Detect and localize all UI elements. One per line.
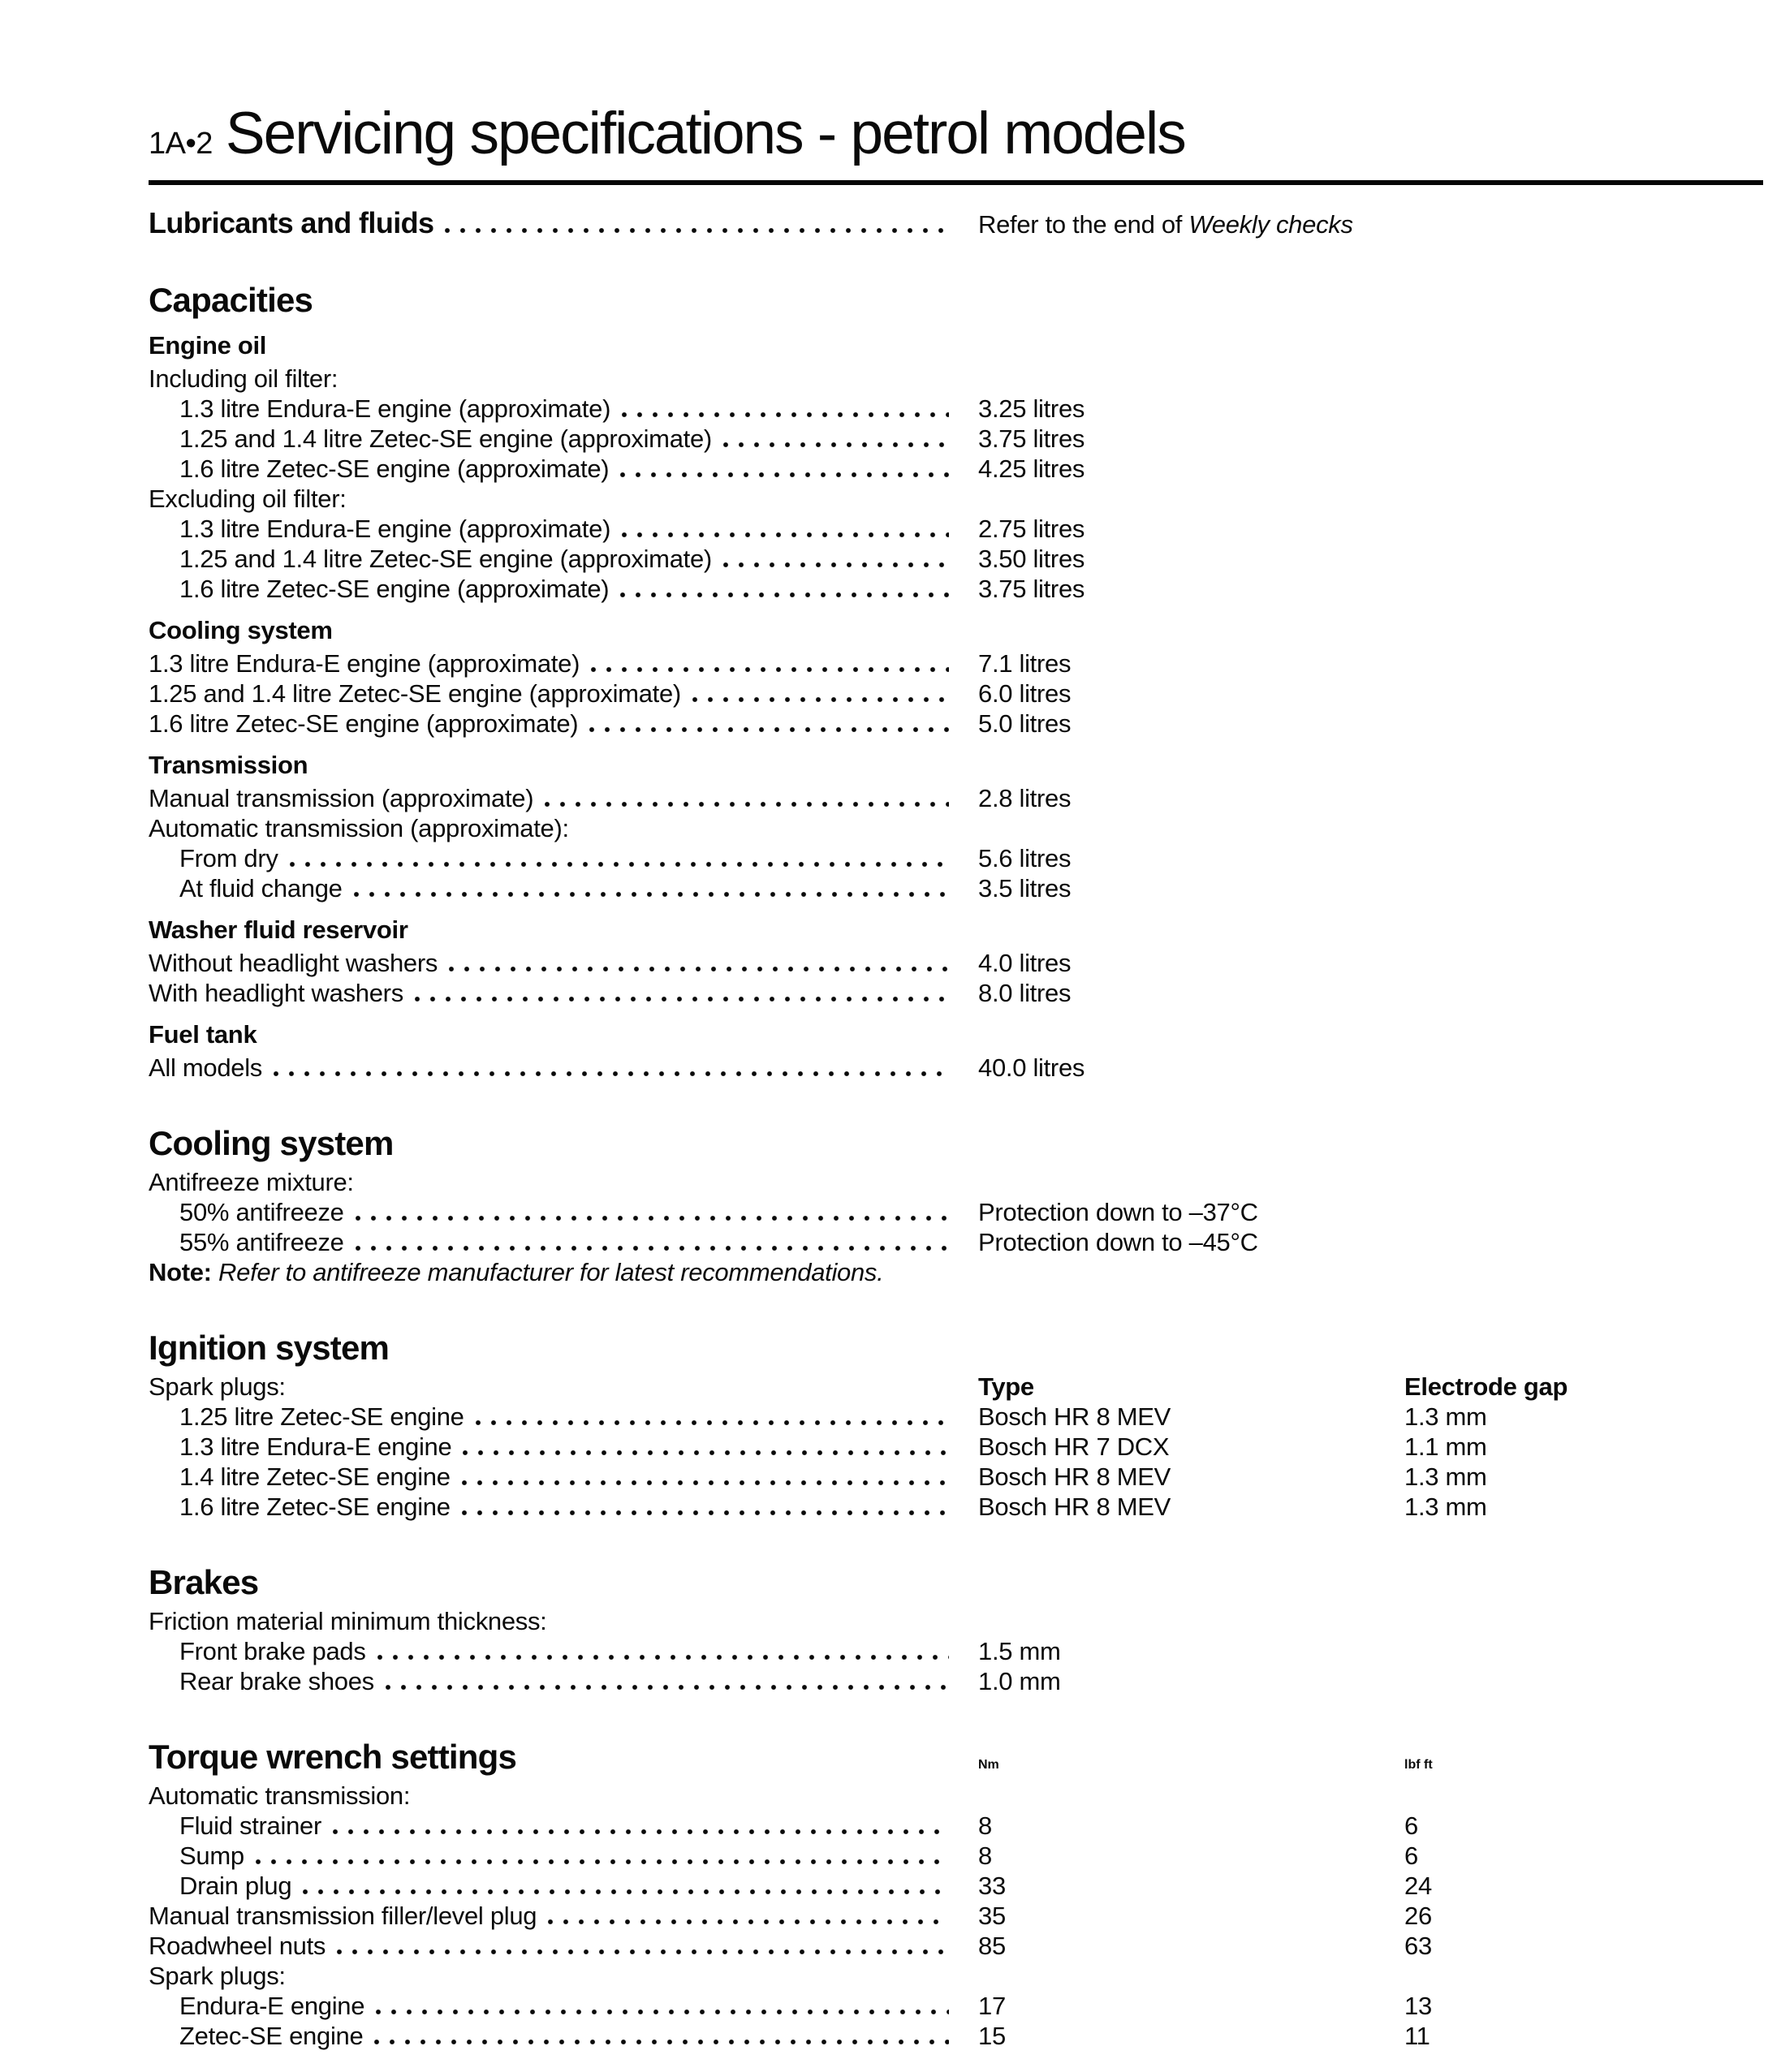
spec-row <box>149 1871 1763 1901</box>
torque-header-row <box>149 1738 1763 1776</box>
lubricants-value-prefix: Refer to the end of <box>978 210 1189 239</box>
row-label: Automatic transmission: <box>149 1781 411 1810</box>
spec-row <box>149 1227 1763 1257</box>
column-header-nm: Nm <box>978 1758 999 1772</box>
spec-row <box>149 1053 1763 1083</box>
row-gap: 1.3 mm <box>1404 1493 1487 1521</box>
spec-row <box>149 1931 1763 1961</box>
section-heading-brakes: Brakes <box>149 1563 259 1601</box>
row-value: 6.0 litres <box>978 679 1072 708</box>
antifreeze-note <box>149 1257 1763 1287</box>
dot-leader <box>462 1508 949 1515</box>
dot-leader <box>589 725 949 732</box>
spec-row <box>149 1991 1763 2021</box>
lubricants-label: Lubricants and fluids <box>149 208 434 238</box>
dot-leader <box>620 590 949 597</box>
spec-row <box>149 1462 1763 1492</box>
dot-leader <box>374 2037 949 2044</box>
row-label: All models <box>149 1053 262 1082</box>
dot-leader <box>462 1478 949 1485</box>
row-label: Spark plugs: <box>149 1962 286 1990</box>
page-content <box>149 102 1763 2051</box>
row-value: 3.75 litres <box>978 424 1085 453</box>
row-value: 5.0 litres <box>978 709 1072 738</box>
row-label: 1.4 litre Zetec-SE engine <box>179 1462 451 1491</box>
row-label: With headlight washers <box>149 979 403 1007</box>
spec-row <box>149 1606 1763 1636</box>
subheading-cooling-system: Cooling system <box>149 616 333 644</box>
dot-leader <box>620 470 949 477</box>
spec-row <box>149 1781 1763 1811</box>
row-label: 1.6 litre Zetec-SE engine (approximate) <box>179 575 610 603</box>
subheading-washer-fluid-reservoir: Washer fluid reservoir <box>149 915 408 944</box>
page-number: 1A•2 <box>149 127 213 161</box>
row-type: Bosch HR 8 MEV <box>978 1462 1171 1491</box>
spec-row <box>149 709 1763 739</box>
row-label: 1.3 litre Endura-E engine (approximate) <box>179 515 611 543</box>
row-nm: 8 <box>978 1811 992 1840</box>
dot-leader <box>333 1827 949 1834</box>
spec-row <box>149 1901 1763 1931</box>
dot-leader <box>449 964 949 971</box>
spec-row <box>149 1167 1763 1197</box>
subheading-transmission: Transmission <box>149 751 308 779</box>
spec-row <box>149 1432 1763 1462</box>
ignition-header-row <box>149 1372 1763 1402</box>
lubricants-row <box>149 208 1763 239</box>
row-lbfft: 13 <box>1404 1992 1432 2020</box>
row-label: Manual transmission filler/level plug <box>149 1902 537 1930</box>
row-label: Manual transmission (approximate) <box>149 784 534 812</box>
note-label: Note: <box>149 1258 212 1286</box>
row-value: 7.1 litres <box>978 649 1072 678</box>
lubricants-value <box>978 209 1404 239</box>
dot-leader <box>415 994 949 1002</box>
row-value: 4.0 litres <box>978 949 1072 977</box>
row-label: 1.3 litre Endura-E engine (approximate) <box>179 394 611 423</box>
page-header <box>149 102 1763 166</box>
row-type: Bosch HR 8 MEV <box>978 1493 1171 1521</box>
dot-leader <box>290 859 949 867</box>
column-header-type: Type <box>978 1372 1034 1401</box>
dot-leader <box>337 1947 949 1954</box>
dot-leader <box>303 1887 949 1894</box>
spec-row <box>149 648 1763 678</box>
row-label: Without headlight washers <box>149 949 438 977</box>
row-label: Zetec-SE engine <box>179 2022 364 2050</box>
row-value: 5.6 litres <box>978 844 1072 872</box>
row-label: 1.25 and 1.4 litre Zetec-SE engine (approximate) <box>179 545 712 573</box>
row-label: 55% antifreeze <box>179 1228 344 1256</box>
column-header-electrode-gap: Electrode gap <box>1404 1372 1568 1401</box>
spec-row <box>149 484 1763 514</box>
row-value: 8.0 litres <box>978 979 1072 1007</box>
row-label: 1.6 litre Zetec-SE engine (approximate) <box>179 454 610 483</box>
row-label: 1.3 litre Endura-E engine (approximate) <box>149 649 580 678</box>
row-lbfft: 11 <box>1404 2022 1430 2050</box>
lubricants-label-col <box>149 208 978 238</box>
row-label: 1.25 and 1.4 litre Zetec-SE engine (approximate) <box>179 424 712 453</box>
spark-plugs-label: Spark plugs: <box>149 1372 286 1401</box>
spec-row <box>149 1811 1763 1841</box>
spec-row <box>149 978 1763 1008</box>
row-label: Endura-E engine <box>179 1992 365 2020</box>
row-label: From dry <box>179 844 278 872</box>
subheading-fuel-tank: Fuel tank <box>149 1020 257 1049</box>
row-label: Rear brake shoes <box>179 1667 374 1695</box>
spec-row <box>149 574 1763 604</box>
spec-row <box>149 678 1763 709</box>
row-label: Including oil filter: <box>149 364 339 393</box>
spec-row <box>149 1961 1763 1991</box>
row-label: Drain plug <box>179 1872 292 1900</box>
dot-leader <box>377 1652 949 1660</box>
row-value: 2.8 litres <box>978 784 1072 812</box>
dot-leader <box>622 410 949 417</box>
row-label: 1.6 litre Zetec-SE engine (approximate) <box>149 709 579 738</box>
row-label: 1.25 and 1.4 litre Zetec-SE engine (approximate) <box>149 679 681 708</box>
section-heading-cooling-system: Cooling system <box>149 1124 394 1162</box>
row-label: 1.25 litre Zetec-SE engine <box>179 1402 464 1431</box>
spec-row <box>149 514 1763 544</box>
dot-leader <box>445 226 949 233</box>
dot-leader <box>545 799 949 807</box>
row-value: 1.0 mm <box>978 1667 1061 1695</box>
row-nm: 35 <box>978 1902 1006 1930</box>
row-label: At fluid change <box>179 874 343 902</box>
row-nm: 33 <box>978 1872 1006 1900</box>
row-label: Friction material minimum thickness: <box>149 1607 547 1635</box>
row-label: Excluding oil filter: <box>149 485 347 513</box>
row-nm: 15 <box>978 2022 1006 2050</box>
dot-leader <box>591 665 949 672</box>
header-rule <box>149 180 1763 185</box>
row-type: Bosch HR 7 DCX <box>978 1432 1170 1461</box>
spec-row <box>149 364 1763 394</box>
section-heading-torque: Torque wrench settings <box>149 1738 517 1776</box>
row-lbfft: 6 <box>1404 1811 1418 1840</box>
spec-row <box>149 813 1763 843</box>
row-value: 40.0 litres <box>978 1053 1085 1082</box>
spec-row <box>149 1492 1763 1522</box>
row-nm: 85 <box>978 1932 1006 1960</box>
row-value: 3.75 litres <box>978 575 1085 603</box>
row-type: Bosch HR 8 MEV <box>978 1402 1171 1431</box>
dot-leader <box>476 1418 949 1425</box>
row-value: 2.75 litres <box>978 515 1085 543</box>
spec-row <box>149 873 1763 903</box>
row-lbfft: 6 <box>1404 1842 1418 1870</box>
dot-leader <box>274 1069 949 1076</box>
row-nm: 17 <box>978 1992 1006 2020</box>
row-value: 3.5 litres <box>978 874 1072 902</box>
row-gap: 1.3 mm <box>1404 1462 1487 1491</box>
spec-row <box>149 424 1763 454</box>
row-gap: 1.3 mm <box>1404 1402 1487 1431</box>
spec-row <box>149 454 1763 484</box>
row-lbfft: 63 <box>1404 1932 1432 1960</box>
row-lbfft: 24 <box>1404 1872 1432 1900</box>
dot-leader <box>356 1213 949 1221</box>
row-nm: 8 <box>978 1842 992 1870</box>
row-value: 3.25 litres <box>978 394 1085 423</box>
row-value: 3.50 litres <box>978 545 1085 573</box>
page-title: Servicing specifications - petrol models <box>225 101 1185 166</box>
dot-leader <box>692 695 949 702</box>
dot-leader <box>256 1857 949 1864</box>
column-header-lbfft: lbf ft <box>1404 1758 1433 1772</box>
dot-leader <box>356 1243 949 1251</box>
spec-row <box>149 544 1763 574</box>
spec-row <box>149 1841 1763 1871</box>
row-label: Fluid strainer <box>179 1811 321 1840</box>
row-value: 4.25 litres <box>978 454 1085 483</box>
section-heading-ignition-system: Ignition system <box>149 1329 390 1367</box>
dot-leader <box>463 1448 949 1455</box>
spec-row <box>149 1197 1763 1227</box>
row-label: Sump <box>179 1842 244 1870</box>
dot-leader <box>354 890 949 897</box>
row-value: Protection down to –45°C <box>978 1228 1258 1256</box>
row-label: 50% antifreeze <box>179 1198 344 1226</box>
subheading-engine-oil: Engine oil <box>149 331 267 360</box>
lubricants-value-italic: Weekly checks <box>1188 210 1353 239</box>
section-heading-capacities: Capacities <box>149 281 313 319</box>
dot-leader <box>622 530 949 537</box>
row-label: 1.3 litre Endura-E engine <box>179 1432 452 1461</box>
row-label: Roadwheel nuts <box>149 1932 326 1960</box>
spec-row <box>149 1666 1763 1696</box>
row-value: 1.5 mm <box>978 1637 1061 1665</box>
row-label: Front brake pads <box>179 1637 366 1665</box>
dot-leader <box>376 2007 949 2014</box>
spec-row <box>149 1636 1763 1666</box>
row-label: 1.6 litre Zetec-SE engine <box>179 1493 451 1521</box>
spec-row <box>149 783 1763 813</box>
dot-leader <box>548 1917 949 1924</box>
row-label: Antifreeze mixture: <box>149 1168 354 1196</box>
note-text: Refer to antifreeze manufacturer for latest recommendations. <box>218 1258 884 1286</box>
spec-row <box>149 1402 1763 1432</box>
spec-row <box>149 948 1763 978</box>
dot-leader <box>723 440 949 447</box>
dot-leader <box>386 1682 949 1690</box>
dot-leader <box>723 560 949 567</box>
row-value: Protection down to –37°C <box>978 1198 1258 1226</box>
row-lbfft: 26 <box>1404 1902 1432 1930</box>
row-gap: 1.1 mm <box>1404 1432 1487 1461</box>
spec-row <box>149 394 1763 424</box>
spec-row <box>149 843 1763 873</box>
spec-row <box>149 2021 1763 2051</box>
row-label: Automatic transmission (approximate): <box>149 814 569 842</box>
